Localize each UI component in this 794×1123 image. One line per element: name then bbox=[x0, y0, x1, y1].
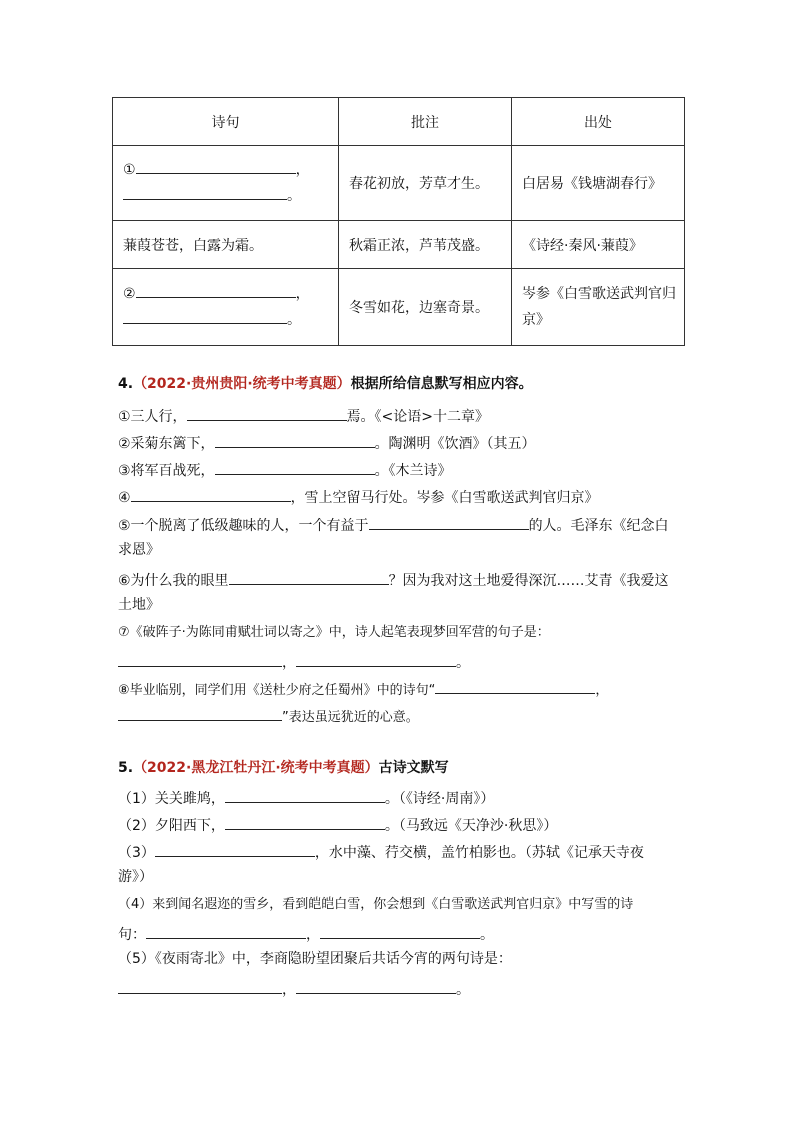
answer-blank[interactable] bbox=[136, 281, 296, 298]
answer-blank[interactable] bbox=[215, 458, 375, 475]
answer-blank[interactable] bbox=[369, 513, 529, 530]
question-4-title: 4.（2022·贵州贵阳·统考中考真题）根据所给信息默写相应内容。 bbox=[118, 376, 533, 392]
q5-item-1: （1）关关雎鸠， 。（《诗经·周南》） bbox=[118, 786, 494, 806]
q4-item-3: ③将军百战死， 。《木兰诗》 bbox=[118, 458, 452, 478]
source-cell: 《诗经·秦风·蒹葭》 bbox=[512, 221, 685, 269]
source-cell: 白居易《钱塘湖春行》 bbox=[512, 146, 685, 221]
header-poem: 诗句 bbox=[113, 98, 339, 146]
answer-blank[interactable] bbox=[225, 813, 385, 830]
table-row bbox=[113, 146, 685, 221]
answer-blank[interactable] bbox=[215, 431, 375, 448]
q5-item-5: （5）《夜雨寄北》中，李商隐盼望团聚后共话今宵的两句诗是： bbox=[118, 951, 512, 967]
q4-item-6-cont: 土地》 bbox=[118, 597, 160, 613]
header-source: 出处 bbox=[512, 98, 685, 146]
poem-cell: ① ， 。 bbox=[113, 146, 339, 221]
q5-item-4: （4）来到闻名遐迩的雪乡，看到皑皑白雪，你会想到《白雪歌送武判官归京》中写雪的诗 bbox=[118, 897, 634, 912]
table-row bbox=[113, 221, 685, 269]
source-tag: （2022·黑龙江牡丹江·统考中考真题） bbox=[133, 760, 379, 776]
poem-cell: 蒹葭苍苍，白露为霜。 bbox=[113, 221, 339, 269]
source-tag: （2022·贵州贵阳·统考中考真题） bbox=[133, 376, 351, 392]
note-cell: 秋霜正浓，芦苇茂盛。 bbox=[339, 221, 512, 269]
answer-blank[interactable] bbox=[187, 404, 347, 421]
q5-item-2: （2）夕阳西下， 。（马致远《天净沙·秋思》） bbox=[118, 813, 557, 833]
answer-blank[interactable] bbox=[131, 485, 291, 502]
note-cell: 春花初放，芳草才生。 bbox=[339, 146, 512, 221]
answer-blank[interactable] bbox=[136, 157, 296, 174]
poem-cell: ② ， 。 bbox=[113, 269, 339, 346]
table-header-row bbox=[113, 98, 685, 146]
q4-item-7-answer: ， 。 bbox=[118, 650, 470, 670]
q5-item-5-answer: ， 。 bbox=[118, 977, 470, 997]
answer-blank[interactable] bbox=[118, 650, 282, 667]
answer-blank[interactable] bbox=[225, 786, 385, 803]
q4-item-5: ⑤一个脱离了低级趣味的人，一个有益于 的人。毛泽东《纪念白 bbox=[118, 513, 669, 533]
q4-item-8-cont: ”表达虽远犹近的心意。 bbox=[118, 704, 419, 724]
answer-blank[interactable] bbox=[320, 922, 480, 939]
q4-item-4: ④ ，雪上空留马行处。岑参《白雪歌送武判官归京》 bbox=[118, 485, 599, 505]
table-row bbox=[113, 269, 685, 346]
answer-blank[interactable] bbox=[118, 704, 282, 721]
answer-blank[interactable] bbox=[146, 922, 306, 939]
answer-blank[interactable] bbox=[229, 568, 389, 585]
answer-blank[interactable] bbox=[123, 183, 287, 200]
q4-item-2: ②采菊东篱下， 。陶渊明《饮酒》（其五） bbox=[118, 431, 536, 451]
q4-item-6: ⑥为什么我的眼里 ？因为我对这土地爱得深沉……艾青《我爱这 bbox=[118, 568, 669, 588]
answer-blank[interactable] bbox=[155, 840, 315, 857]
header-note: 批注 bbox=[339, 98, 512, 146]
question-5-title: 5.（2022·黑龙江牡丹江·统考中考真题）古诗文默写 bbox=[118, 760, 449, 776]
note-cell: 冬雪如花，边塞奇景。 bbox=[339, 269, 512, 346]
q5-item-3: （3） ，水中藻、荇交横，盖竹柏影也。（苏轼《记承天寺夜 bbox=[118, 840, 644, 860]
answer-blank[interactable] bbox=[296, 650, 456, 667]
answer-blank[interactable] bbox=[296, 977, 456, 994]
q5-item-3-cont: 游》） bbox=[118, 869, 153, 885]
q4-item-5-cont: 求恩》 bbox=[118, 542, 160, 558]
q4-item-7: ⑦《破阵子·为陈同甫赋壮词以寄之》中，诗人起笔表现梦回军营的句子是： bbox=[118, 625, 550, 640]
answer-blank[interactable] bbox=[123, 307, 287, 324]
answer-blank[interactable] bbox=[435, 677, 595, 694]
q4-item-8: ⑧毕业临别，同学们用《送杜少府之任蜀州》中的诗句“ ， bbox=[118, 677, 608, 697]
q4-item-1: ①三人行， 焉。《<论语>十二章》 bbox=[118, 404, 489, 424]
source-cell: 岑参《白雪歌送武判官归 京》 bbox=[512, 269, 685, 346]
poem-table bbox=[112, 97, 685, 346]
q5-item-4-answer: 句： ， 。 bbox=[118, 922, 494, 942]
answer-blank[interactable] bbox=[118, 977, 282, 994]
